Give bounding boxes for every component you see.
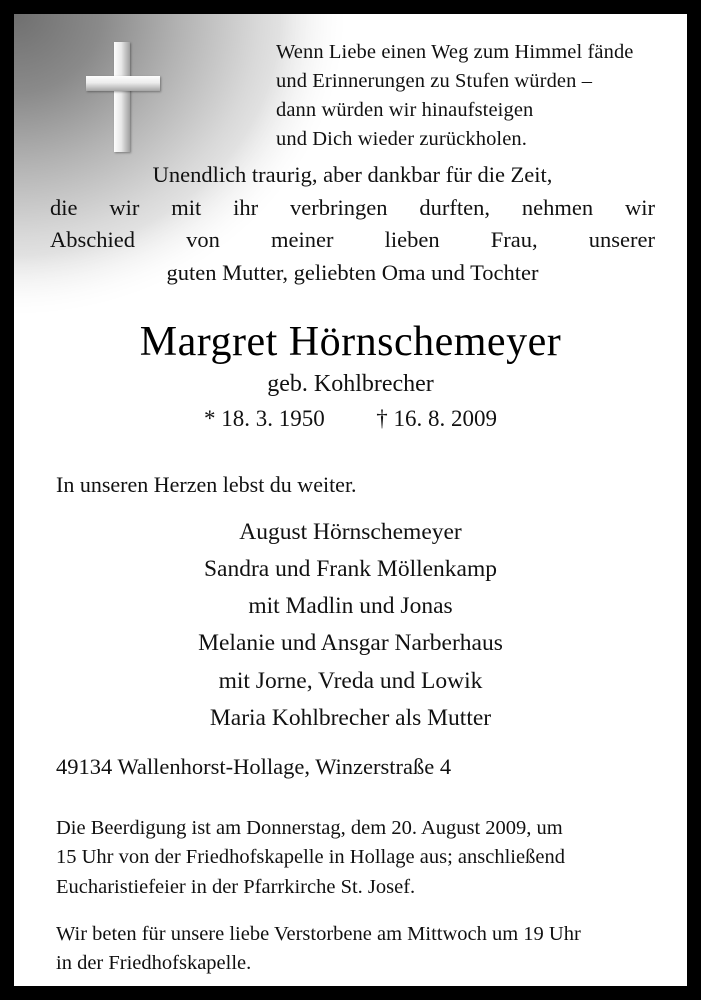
family-block <box>14 514 687 737</box>
intro-block <box>50 159 655 290</box>
memory-line: In unseren Herzen lebst du weiter. <box>56 472 357 497</box>
family-member: Sandra und Frank Möllenkamp <box>203 556 498 583</box>
funeral-line: Eucharistiefeier in der Pfarrkirche St. Josef. <box>56 875 416 898</box>
address-line: 49134 Wallenhorst-Hollage, Winzerstraße 4 <box>56 754 452 779</box>
prayer-line: Wir beten für unsere liebe Verstorbene am Mittwoch um 19 Uhr <box>56 922 581 945</box>
family-member: August Hörnschemeyer <box>239 519 462 545</box>
poem-line: und Dich wieder zurückholen. <box>276 128 527 151</box>
obituary-content <box>14 14 687 986</box>
intro-line: Unendlich traurig, aber dankbar für die Zeit, <box>152 162 553 187</box>
deceased-name: Margret Hörnschemeyer <box>139 319 562 365</box>
death-date: † 16. 8. 2009 <box>376 406 497 432</box>
deceased-block <box>14 319 687 432</box>
poem-line: dann würden wir hinaufsteigen <box>276 99 534 122</box>
family-member: Maria Kohlbrecher als Mutter <box>209 704 492 731</box>
funeral-line: Die Beerdigung ist am Donnerstag, dem 20. August 2009, um <box>56 817 563 839</box>
prayer-line: in der Friedhofskapelle. <box>56 952 252 975</box>
maiden-name: geb. Kohlbrecher <box>267 371 434 398</box>
family-member: Melanie und Ansgar Narberhaus <box>198 630 503 657</box>
life-dates <box>14 406 687 432</box>
funeral-details <box>56 814 656 979</box>
family-member: mit Madlin und Jonas <box>248 593 453 620</box>
funeral-line: 15 Uhr von der Friedhofskapelle in Hollage aus; anschließend <box>56 846 565 869</box>
intro-line: die wir mit ihr verbringen durften, nehmen wir <box>50 194 655 220</box>
intro-line: guten Mutter, geliebten Oma und Tochter <box>166 259 539 285</box>
obituary-card <box>14 14 687 986</box>
poem-block <box>276 38 676 154</box>
family-member: mit Jorne, Vreda und Lowik <box>218 667 483 694</box>
intro-line: Abschied von meiner lieben Frau, unserer <box>50 227 655 253</box>
paragraph-gap <box>56 902 656 920</box>
poem-line: und Erinnerungen zu Stufen würden – <box>276 70 593 93</box>
poem-line: Wenn Liebe einen Weg zum Himmel fände <box>276 41 634 63</box>
birth-date: * 18. 3. 1950 <box>204 406 325 432</box>
